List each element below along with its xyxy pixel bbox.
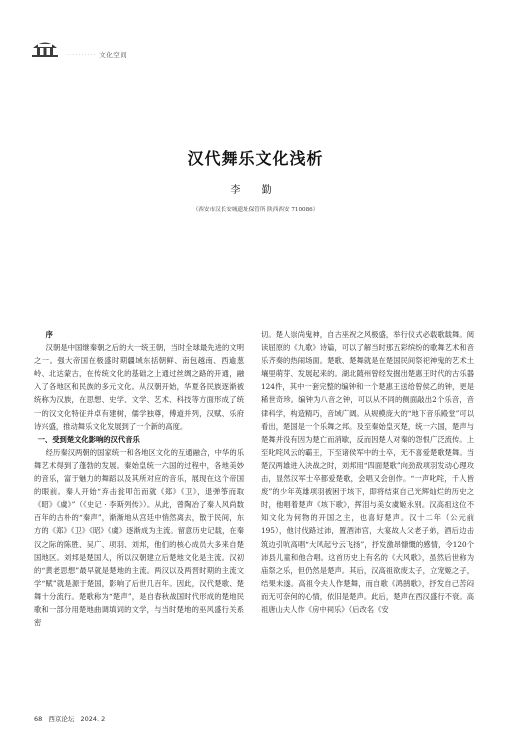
issue-number: 2024. 2 xyxy=(80,715,106,723)
header-dots: ·········· xyxy=(66,51,97,59)
paragraph-1: 汉朝是中国继秦朝之后的大一统王朝，当时全球最先进的文明之一。强大帝国在极盛时期疆域东括朝鲜、南包越南、西逾葱岭、北达蒙古，在传统文化的基础之上通过丝绸之路的开通，融入了各地区和民族的多元文化。从汉朝开始，华夏各民族逐渐被统称为汉族，在思想、史学、文学、艺术、科技等方面形成了统一的汉文化特征并卓有建树，儒学独尊，傅道并列，汉赋、乐府诗兴盛，推动舞乐文化发展到了一个新的高度。 xyxy=(34,343,244,431)
article-author: 李 勤 xyxy=(230,185,281,196)
paragraph-2: 经历秦汉两朝的国家统一和各地区文化的互通融合，中华的乐舞艺术得到了蓬勃的发展。秦始皇统一六国的过程中，各地美妙的音乐，富于魅力的舞蹈以及其所对应的音乐，展现在这个帝国的眼前。秦人开始“弃击瓮叩缶而就《郑》《卫》，退弹筝而取《昭》《虞》”（《史记 · 李斯列传》）。从此，曾陶冶了秦人风尚数百年的古朴的“秦声”，渐渐地从宫廷中悄然离去，散于民间，东方的《郑》《卫》《昭》《虞》逐渐成为主流。留意历史记载，在秦汉之际的陈胜、吴广、项羽、刘邦，他们的核心成员大多来自楚国地区。刘邦是楚国人，所以汉朝建立后楚地文化是主流。汉初的“黄老思想”最早就是楚地的主流。两汉以及两晋时期的主流文学“赋”就是源于楚国，影响了后世几百年。因此，汉代楚歌、楚舞十分流行。楚歌称为“楚声”，是自春秋战国时代形成的楚地民歌和一部分用楚地曲调填词的文学，与当时楚地的巫风盛行关系密 xyxy=(34,447,244,628)
paragraph-2-continued: 切。楚人崇尚鬼神，自古巫祝之风极盛，举行仪式必载歌载舞。阅读屈原的《九歌》诗篇，可以了解当时那五彩缤纷的歌舞艺术和音乐齐奏的热闹场面。楚歌、楚舞就是在楚国民间祭祀神鬼的艺术土壤里萌芽、发展起来的。湖北随州曾经发掘出楚惠王时代的古乐器124件，其中一套完整的编钟和一个楚惠王送给曾侯乙的钟，更是稀世奇珍。编钟为八音之钟，可以从不同的侧面敲出2个乐音，音律科学，构造精巧，音域广阔。从规模庞大的“地下音乐殿堂”可以看出，楚国是一个乐舞之邦。及至秦始皇灭楚，统一六国，楚声与楚舞并没有因为楚亡而消歇，反而因楚人对秦的怨恨广泛流传。上至叱咤风云的霸王，下至诸侯军中的士卒，无不喜爱楚歌楚舞。当楚汉两雄进入决战之时，刘邦用“四面楚歌”向劲敌项羽发动心理攻击，显然汉军士卒都爱楚歌，会唱又会创作。“一声叱咤，千人皆废”的少年英雄项羽被困于垓下，即将结束自己光辉灿烂的历史之时，他唱着楚声《垓下歌》，挥泪与美女虞姬永别。汉高祖这位不知文化为何物的开国之主，也喜好楚声。汉十二年（公元前195），他讨伐路过沛，置酒沛宫，大宴故人父老子弟，酒后边击筑边引吭高唱“大风起兮云飞扬”，抒发激昂慷慨的感情，令120个沛县儿童和他合唱。这首历史上有名的《大风歌》，虽然后世称为庙祭之乐，但仍然是楚声。其后，汉高祖欲废太子，立宠姬之子，结果未遂。高祖令夫人作楚舞，而自歌《鸿鹄歌》，抒发自己苦闷而无可奈何的心情，依旧是楚声。此后，楚声在西汉盛行不衰。高祖唐山夫人作《房中祠乐》（后改名《安 xyxy=(261,330,474,614)
preface-heading: 序 xyxy=(45,330,53,339)
journal-name: 西京论坛 xyxy=(48,715,75,723)
section-label xyxy=(66,50,127,59)
page-footer xyxy=(34,714,105,723)
page-number: 68 xyxy=(34,715,43,723)
author-affiliation: （西安市汉长安城遗址保管所 陕西西安 710086） xyxy=(192,207,319,213)
right-column xyxy=(261,328,474,616)
article-title: 汉代舞乐文化浅析 xyxy=(187,149,324,168)
section-name: 文化空间 xyxy=(99,51,128,59)
left-column xyxy=(34,328,244,629)
journal-logo-icon xyxy=(30,36,60,58)
section-1-heading: 一、受到楚文化影响的汉代音乐 xyxy=(37,434,140,444)
